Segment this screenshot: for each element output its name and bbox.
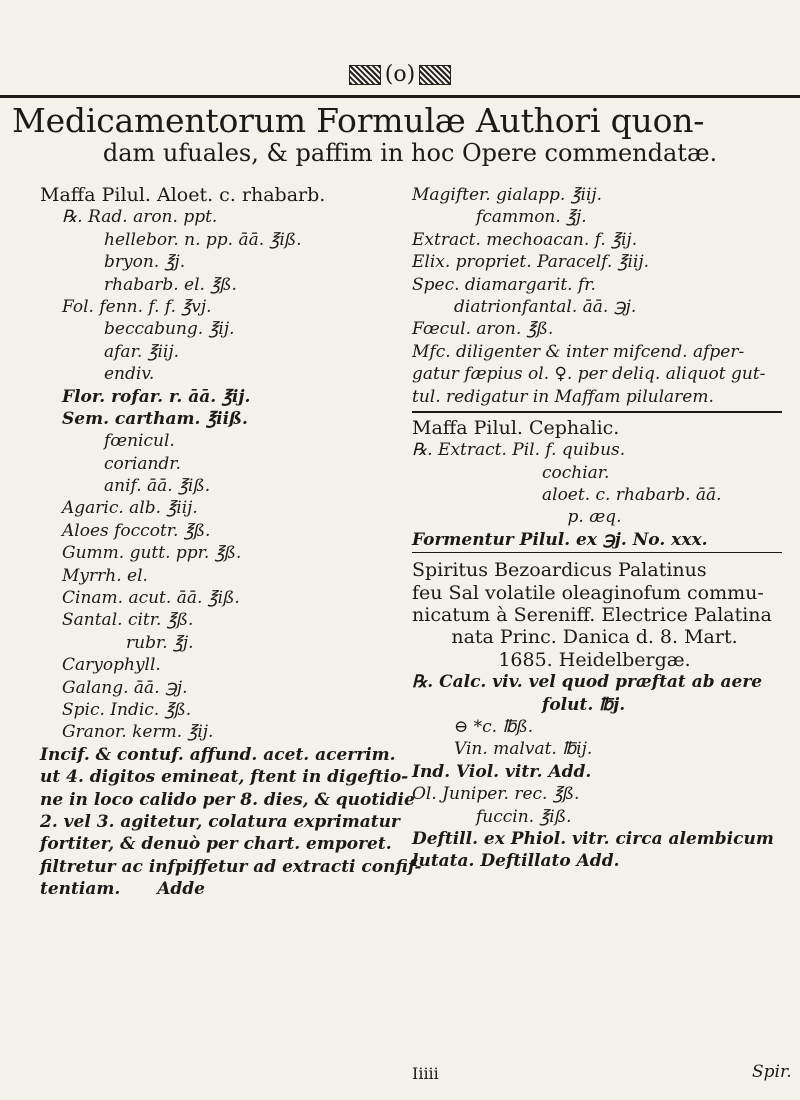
recipe-line: Extract. mechoacan. f. ℥ij.	[412, 229, 638, 250]
instruction-line: ne in loco calido per 8. dies, & quotidie	[40, 789, 415, 810]
recipe-line: Elix. propriet. Paracelf. ℥iij.	[412, 252, 650, 273]
right-column	[412, 184, 797, 873]
recipe-line: Santal. citr. ℥ß.	[62, 610, 194, 631]
recipe-line: aloet. c. rhabarb. āā.	[542, 485, 722, 506]
left-column	[40, 184, 422, 901]
recipe-line: hellebor. n. pp. āā. ℥iß.	[104, 229, 302, 250]
signature-mark: Iiiii	[412, 1064, 439, 1083]
catchword: Spir.	[752, 1062, 792, 1082]
recipe-line: Ol. Juniper. rec. ℥ß.	[412, 784, 580, 805]
recipe-line: Formentur Pilul. ex ℈j. No. xxx.	[412, 529, 708, 550]
recipe-line: fœnicul.	[104, 431, 175, 452]
section-divider	[412, 411, 782, 413]
instruction-line: 2. vel 3. agitetur, colatura exprimatur	[40, 811, 400, 832]
woodcut-block-icon	[419, 65, 451, 85]
recipe-line: Myrrh. el.	[62, 565, 148, 586]
recipe-line: ℞. Extract. Pil. f. quibus.	[412, 440, 626, 461]
recipe-line: anif. āā. ℥iß.	[104, 476, 211, 497]
catch-adde: Adde	[157, 879, 205, 900]
spiritus-line: 1685. Heidelbergæ.	[498, 648, 691, 671]
spiritus-line: Spiritus Bezoardicus Palatinus	[412, 559, 707, 582]
recipe-line: Ind. Viol. vitr. Add.	[412, 761, 592, 782]
section-divider	[412, 552, 782, 553]
recipe-line: rubr. ℥j.	[126, 632, 194, 653]
recipe-line: Caryophyll.	[62, 655, 161, 676]
recipe-line: endiv.	[104, 364, 155, 385]
recipe-line: Magifter. gialapp. ℥iij.	[412, 185, 603, 205]
recipe-line: cochiar.	[542, 462, 610, 483]
recipe-line: diatrionfantal. āā. ℈j.	[454, 296, 637, 317]
page-title: Medicamentorum Formulæ Authori quon-	[12, 101, 705, 140]
header-rule	[0, 95, 800, 98]
recipe-line: Gumm. gutt. ppr. ℥ß.	[62, 543, 242, 564]
recipe-line: Cinam. acut. āā. ℥iß.	[62, 588, 240, 609]
recipe-line: Sem. cartham. ℥iiß.	[62, 408, 248, 429]
recipe-line: rhabarb. el. ℥ß.	[104, 274, 237, 295]
recipe-line: fcammon. ℥j.	[476, 207, 587, 228]
recipe-line: ⊖ *c. ℔ß.	[454, 716, 534, 737]
recipe-line: p. æq.	[567, 507, 622, 528]
recipe-line: Spec. diamargarit. fr.	[412, 274, 596, 295]
recipe-line: Galang. āā. ℈j.	[62, 677, 188, 698]
cephalic-heading: Maffa Pilul. Cephalic.	[412, 416, 620, 439]
woodcut-block-icon	[349, 65, 381, 85]
recipe-line: Fœcul. aron. ℥ß.	[412, 319, 554, 340]
recipe-line: Granor. kerm. ℥ij.	[62, 722, 214, 743]
recipe-line: bryon. ℥j.	[104, 252, 186, 273]
recipe-line: coriandr.	[104, 453, 181, 474]
recipe-line: folut. ℔j.	[542, 694, 626, 715]
instruction-line: fortiter, & denuò per chart. emporet.	[40, 834, 392, 855]
left-heading: Maffa Pilul. Aloet. c. rhabarb.	[40, 184, 326, 206]
recipe-line: Flor. rofar. r. āā. ℥ij.	[62, 386, 251, 407]
instruction-line	[40, 878, 405, 900]
recipe-line: lutata. Deftillato Add.	[412, 851, 620, 872]
instruction-line: filtretur ac infpiffetur ad extracti confif-	[40, 856, 422, 877]
instruction-line: Incif. & contuf. affund. acet. acerrim.	[40, 744, 396, 765]
recipe-line: Deftill. ex Phiol. vitr. circa alembicum	[412, 828, 774, 849]
recipe-line: tul. redigatur in Maffam pilularem.	[412, 386, 714, 407]
recipe-line: Aloes foccotr. ℥ß.	[62, 520, 211, 541]
header-ornament	[334, 62, 466, 88]
recipe-line: beccabung. ℥ij.	[104, 319, 235, 340]
recipe-line: gatur fæpius ol. ♀. per deliq. aliquot gut-	[412, 364, 766, 385]
recipe-line: afar. ℥iij.	[104, 341, 179, 362]
recipe-line: ℞. Rad. aron. ppt.	[62, 207, 218, 228]
recipe-line: fuccin. ℥iß.	[476, 806, 572, 827]
spiritus-line: feu Sal volatile oleaginofum commu-	[412, 581, 764, 604]
spiritus-line: nicatum à Sereniff. Electrice Palatina	[412, 604, 772, 627]
instruction-line: ut 4. digitos emineat, ftent in digeftio-	[40, 767, 409, 788]
recipe-line: ℞. Calc. viv. vel quod præftat ab aere	[412, 672, 763, 693]
spiritus-line: nata Princ. Danica d. 8. Mart.	[451, 626, 738, 649]
recipe-line: Agaric. alb. ℥iij.	[62, 498, 198, 519]
recipe-line: Spic. Indic. ℥ß.	[62, 699, 192, 720]
recipe-line: Fol. fenn. f. f. ℥vj.	[62, 296, 212, 317]
ornament-text: (o)	[384, 62, 416, 87]
recipe-line: Vin. malvat. ℔ij.	[454, 739, 593, 760]
instruction-end: tentiam.	[40, 879, 121, 900]
recipe-line: Mfc. diligenter & inter mifcend. afper-	[412, 341, 745, 362]
page-subtitle: dam ufuales, & paffim in hoc Opere commendatæ.	[102, 139, 718, 167]
